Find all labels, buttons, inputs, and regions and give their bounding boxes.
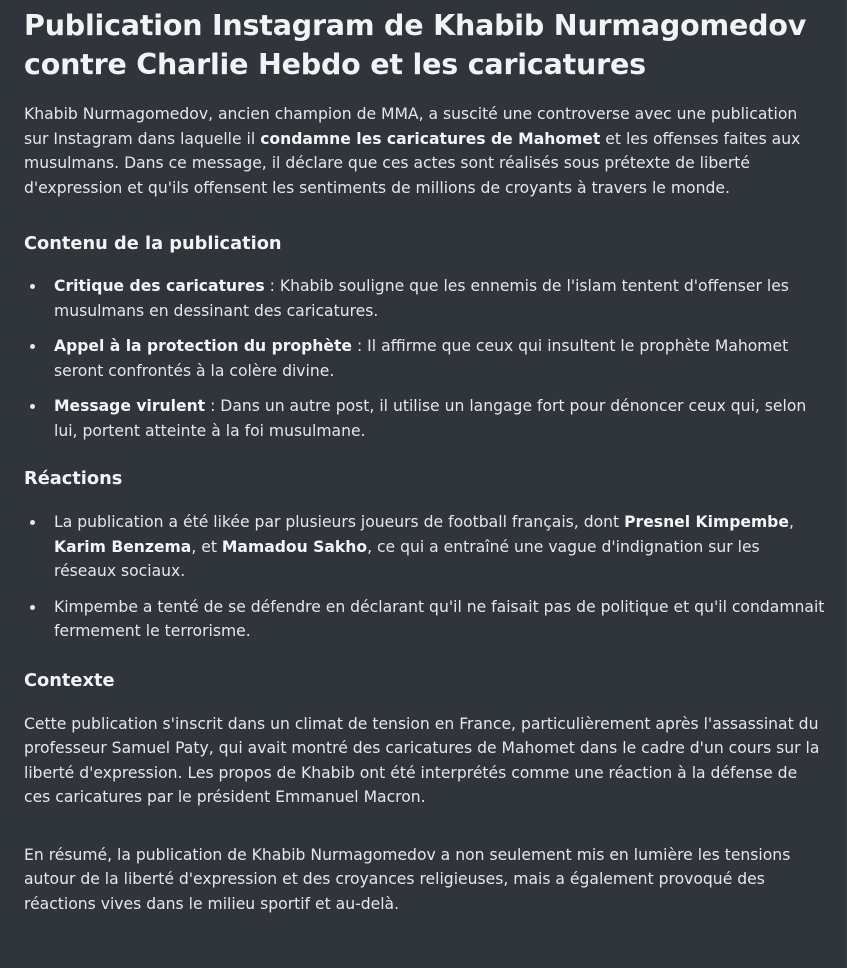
list-item-text: : Il affirme que ceux qui insultent le prophète Mahomet seront confrontés à la colère divine. bbox=[54, 337, 789, 380]
list-item-label: Message virulent bbox=[54, 397, 206, 415]
section-heading-reactions: Réactions bbox=[24, 468, 123, 489]
list-item-text: : Dans un autre post, il utilise un langage fort pour dénoncer ceux qui, selon lui, portent atteinte à la foi musulmane. bbox=[54, 397, 807, 440]
reaction-text-3: , et bbox=[191, 537, 222, 556]
list-item: Kimpembe a tenté de se défendre en déclarant qu'il ne faisait pas de politique et qu'il condamnait fermement le terrorisme. bbox=[54, 595, 826, 644]
player-sakho: Mamadou Sakho bbox=[221, 537, 368, 556]
list-item-label: Critique des caricatures bbox=[54, 277, 265, 295]
section-heading-contexte: Contexte bbox=[24, 669, 115, 691]
reaction-text-1: La publication a été likée par plusieurs joueurs de football français, dont bbox=[54, 513, 625, 531]
list-item bbox=[54, 274, 826, 323]
list-item bbox=[54, 334, 826, 383]
intro-text-1: Khabib Nurmagomedov, ancien champion de MMA, a suscité une controverse avec une publication sur Instagram dans laquelle il bbox=[24, 105, 798, 148]
list-item-label: Appel à la protection du prophète bbox=[54, 337, 353, 355]
reactions-list bbox=[24, 510, 826, 644]
intro-text-2: et les offenses faites aux musulmans. Dans ce message, il déclare que ces actes sont réalisés sous prétexte de liberté d'expression et qu'ils offensent les sentiments de millions de croyants à travers le monde. bbox=[24, 129, 801, 197]
intro-paragraph bbox=[24, 102, 826, 200]
page-title: Publication Instagram de Khabib Nurmagomedov contre Charlie Hebdo et les caricatures bbox=[24, 9, 807, 81]
player-kimpembe: Presnel Kimpembe bbox=[624, 513, 789, 531]
intro-bold: condamne les caricatures de Mahomet bbox=[260, 129, 601, 148]
summary-paragraph: En résumé, la publication de Khabib Nurmagomedov a non seulement mis en lumière les tensions autour de la liberté d'expression et des croyances religieuses, mais a également provoqué des réactions vives dans le milieu sportif et au-delà. bbox=[24, 845, 791, 913]
list-item bbox=[54, 394, 826, 443]
reaction-text-4: , ce qui a entraîné une vague d'indignation sur les réseaux sociaux. bbox=[54, 537, 760, 580]
list-item-text: : Khabib souligne que les ennemis de l'islam tentent d'offenser les musulmans en dessinant des caricatures. bbox=[54, 277, 789, 320]
list-item bbox=[54, 510, 826, 584]
section-heading-contenu: Contenu de la publication bbox=[24, 233, 282, 254]
player-benzema: Karim Benzema bbox=[54, 537, 192, 556]
contexte-paragraph: Cette publication s'inscrit dans un climat de tension en France, particulièrement après l'assassinat du professeur Samuel Paty, qui avait montré des caricatures de Mahomet dans le cadre d'un cours sur la liberté d'expression. Les propos de Khabib ont été interprétés comme une réaction à la défense de ces caricatures par le président Emmanuel Macron. bbox=[24, 714, 820, 806]
reaction-text-2: , bbox=[788, 513, 794, 531]
contenu-list bbox=[24, 274, 826, 443]
